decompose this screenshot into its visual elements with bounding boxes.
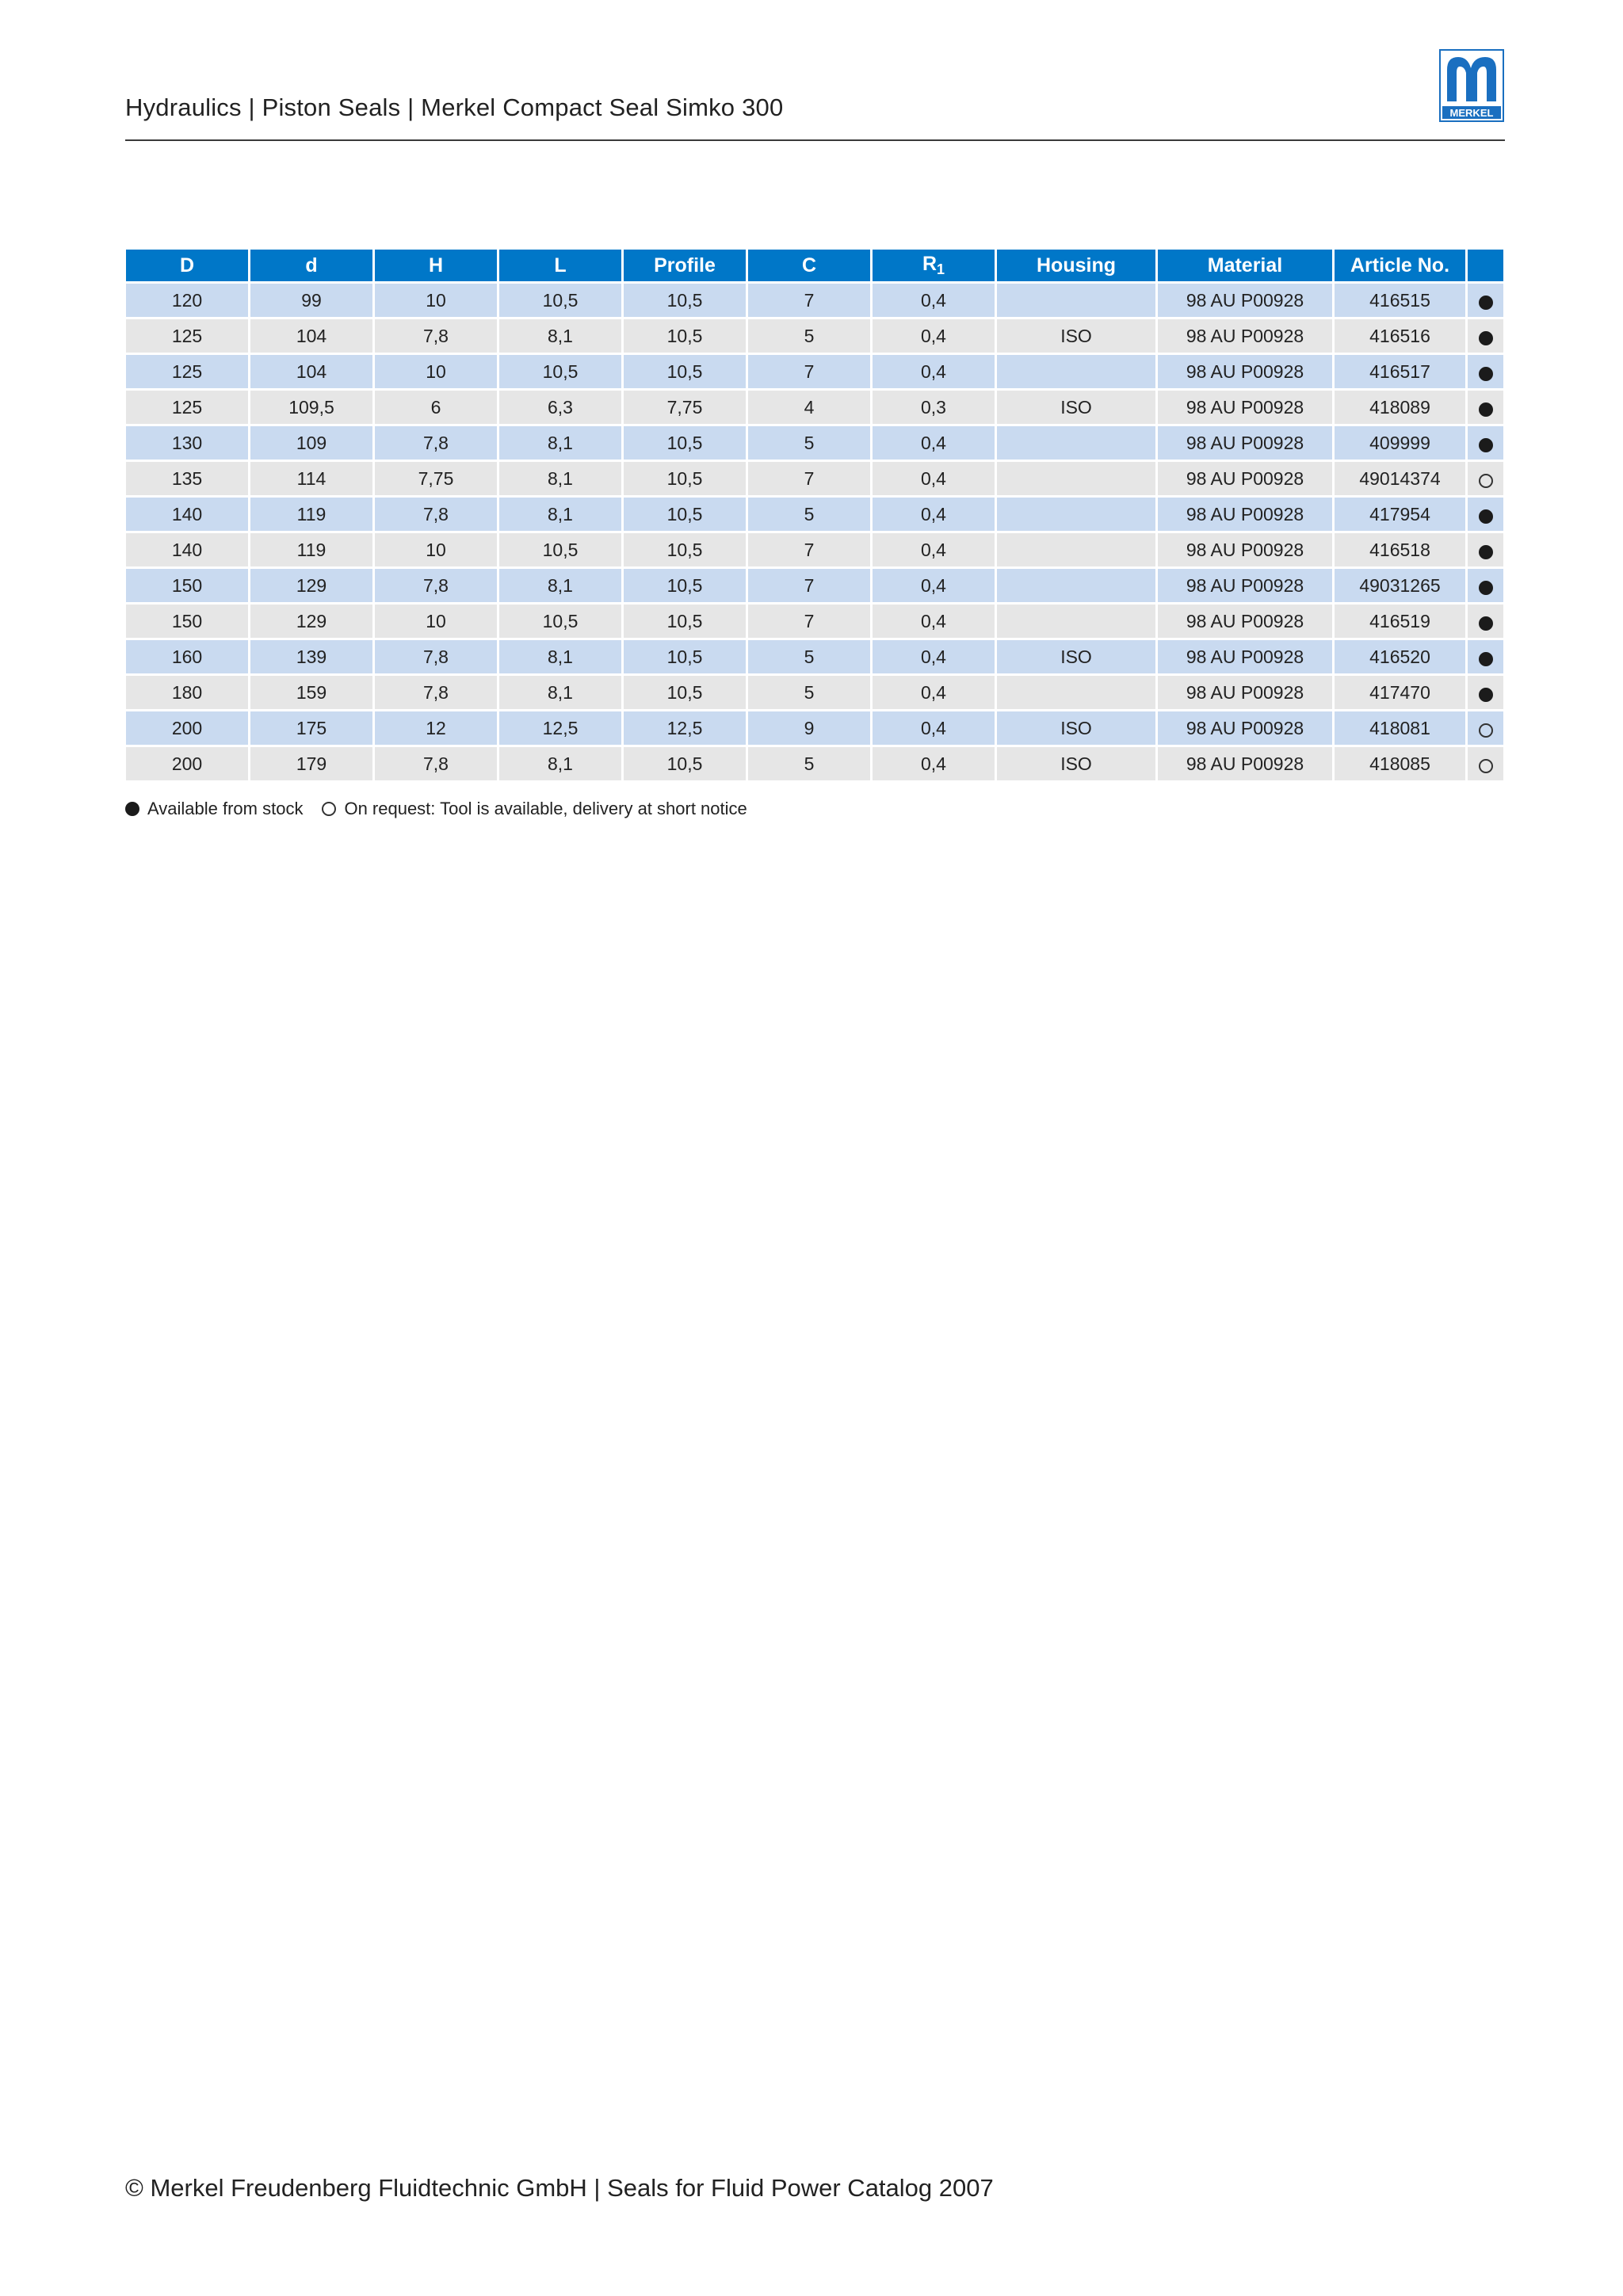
filled-circle-icon [1479, 509, 1493, 524]
table-row [126, 498, 1503, 531]
cell-L: 12,5 [499, 711, 621, 745]
cell-availability [1468, 711, 1503, 745]
cell-article-no: 409999 [1335, 426, 1465, 460]
col-header-C: C [748, 250, 870, 281]
cell-profile: 10,5 [624, 605, 746, 638]
cell-C: 5 [748, 747, 870, 780]
cell-D: 160 [126, 640, 248, 673]
cell-R1: 0,4 [873, 319, 995, 353]
cell-R1: 0,4 [873, 462, 995, 495]
filled-circle-icon [1479, 688, 1493, 702]
availability-legend [125, 799, 747, 819]
table-row [126, 391, 1503, 424]
legend-stock-label: Available from stock [147, 799, 304, 818]
cell-C: 5 [748, 319, 870, 353]
cell-C: 7 [748, 355, 870, 388]
col-header-article-no: Article No. [1335, 250, 1465, 281]
cell-material: 98 AU P00928 [1158, 676, 1332, 709]
cell-profile: 10,5 [624, 533, 746, 566]
cell-housing [997, 284, 1155, 317]
cell-d: 159 [250, 676, 372, 709]
cell-D: 180 [126, 676, 248, 709]
cell-housing [997, 676, 1155, 709]
cell-availability [1468, 462, 1503, 495]
cell-C: 9 [748, 711, 870, 745]
col-header-L: L [499, 250, 621, 281]
page-title: Hydraulics | Piston Seals | Merkel Compact Seal Simko 300 [125, 93, 784, 121]
table-row [126, 640, 1503, 673]
cell-L: 8,1 [499, 569, 621, 602]
cell-d: 129 [250, 605, 372, 638]
cell-profile: 10,5 [624, 355, 746, 388]
cell-D: 125 [126, 319, 248, 353]
cell-H: 6 [375, 391, 497, 424]
cell-D: 150 [126, 569, 248, 602]
cell-profile: 10,5 [624, 319, 746, 353]
empty-circle-icon [322, 802, 336, 816]
table-row [126, 284, 1503, 317]
cell-d: 104 [250, 319, 372, 353]
cell-R1: 0,4 [873, 711, 995, 745]
cell-L: 8,1 [499, 640, 621, 673]
cell-housing [997, 498, 1155, 531]
table-row [126, 569, 1503, 602]
table-row [126, 355, 1503, 388]
filled-circle-icon [125, 802, 139, 816]
cell-L: 6,3 [499, 391, 621, 424]
col-header-profile: Profile [624, 250, 746, 281]
cell-article-no: 49031265 [1335, 569, 1465, 602]
cell-D: 125 [126, 391, 248, 424]
cell-H: 12 [375, 711, 497, 745]
cell-material: 98 AU P00928 [1158, 711, 1332, 745]
cell-article-no: 418081 [1335, 711, 1465, 745]
cell-material: 98 AU P00928 [1158, 426, 1332, 460]
dimensions-table [124, 247, 1506, 783]
cell-D: 140 [126, 498, 248, 531]
cell-availability [1468, 605, 1503, 638]
cell-material: 98 AU P00928 [1158, 640, 1332, 673]
cell-H: 10 [375, 355, 497, 388]
cell-C: 7 [748, 605, 870, 638]
filled-circle-icon [1479, 367, 1493, 381]
cell-H: 7,8 [375, 747, 497, 780]
cell-material: 98 AU P00928 [1158, 355, 1332, 388]
cell-C: 5 [748, 676, 870, 709]
filled-circle-icon [1479, 331, 1493, 345]
cell-article-no: 49014374 [1335, 462, 1465, 495]
cell-material: 98 AU P00928 [1158, 498, 1332, 531]
cell-material: 98 AU P00928 [1158, 747, 1332, 780]
cell-availability [1468, 391, 1503, 424]
table-row [126, 533, 1503, 566]
cell-H: 10 [375, 605, 497, 638]
cell-C: 5 [748, 426, 870, 460]
filled-circle-icon [1479, 581, 1493, 595]
filled-circle-icon [1479, 296, 1493, 310]
cell-R1: 0,3 [873, 391, 995, 424]
cell-housing [997, 605, 1155, 638]
cell-R1: 0,4 [873, 747, 995, 780]
legend-request-label: On request: Tool is available, delivery at short notice [344, 799, 747, 818]
cell-L: 8,1 [499, 747, 621, 780]
filled-circle-icon [1479, 545, 1493, 559]
cell-D: 120 [126, 284, 248, 317]
table-row [126, 676, 1503, 709]
cell-housing: ISO [997, 319, 1155, 353]
filled-circle-icon [1479, 438, 1493, 452]
cell-housing: ISO [997, 711, 1155, 745]
cell-article-no: 416520 [1335, 640, 1465, 673]
cell-R1: 0,4 [873, 498, 995, 531]
cell-availability [1468, 569, 1503, 602]
cell-article-no: 416517 [1335, 355, 1465, 388]
cell-profile: 10,5 [624, 747, 746, 780]
table-body [126, 284, 1503, 780]
col-header-availability [1468, 250, 1503, 281]
table-row [126, 426, 1503, 460]
cell-housing [997, 533, 1155, 566]
cell-profile: 10,5 [624, 569, 746, 602]
cell-D: 135 [126, 462, 248, 495]
cell-d: 104 [250, 355, 372, 388]
cell-H: 7,8 [375, 569, 497, 602]
cell-L: 8,1 [499, 498, 621, 531]
table-row [126, 711, 1503, 745]
cell-availability [1468, 676, 1503, 709]
cell-profile: 7,75 [624, 391, 746, 424]
cell-housing: ISO [997, 747, 1155, 780]
cell-R1: 0,4 [873, 676, 995, 709]
cell-material: 98 AU P00928 [1158, 533, 1332, 566]
cell-L: 8,1 [499, 426, 621, 460]
table-header-row [126, 250, 1503, 281]
empty-circle-icon [1479, 474, 1493, 488]
filled-circle-icon [1479, 402, 1493, 417]
col-header-R1 [873, 250, 995, 281]
cell-article-no: 416516 [1335, 319, 1465, 353]
cell-R1: 0,4 [873, 533, 995, 566]
col-header-R1-letter: R [922, 253, 938, 275]
merkel-logo [1439, 49, 1504, 122]
cell-L: 8,1 [499, 462, 621, 495]
cell-R1: 0,4 [873, 605, 995, 638]
cell-L: 10,5 [499, 605, 621, 638]
cell-R1: 0,4 [873, 640, 995, 673]
cell-article-no: 417954 [1335, 498, 1465, 531]
col-header-material: Material [1158, 250, 1332, 281]
cell-d: 114 [250, 462, 372, 495]
cell-C: 7 [748, 569, 870, 602]
cell-d: 129 [250, 569, 372, 602]
cell-C: 5 [748, 640, 870, 673]
header-divider [125, 139, 1505, 141]
cell-profile: 10,5 [624, 498, 746, 531]
cell-D: 125 [126, 355, 248, 388]
cell-C: 5 [748, 498, 870, 531]
cell-profile: 12,5 [624, 711, 746, 745]
cell-C: 7 [748, 284, 870, 317]
cell-L: 10,5 [499, 355, 621, 388]
cell-profile: 10,5 [624, 462, 746, 495]
empty-circle-icon [1479, 759, 1493, 773]
cell-profile: 10,5 [624, 676, 746, 709]
cell-D: 200 [126, 711, 248, 745]
cell-H: 7,75 [375, 462, 497, 495]
cell-availability [1468, 284, 1503, 317]
filled-circle-icon [1479, 652, 1493, 666]
cell-L: 8,1 [499, 676, 621, 709]
cell-D: 150 [126, 605, 248, 638]
col-header-d: d [250, 250, 372, 281]
page-footer: © Merkel Freudenberg Fluidtechnic GmbH | Seals for Fluid Power Catalog 2007 [125, 2174, 994, 2202]
cell-availability [1468, 355, 1503, 388]
cell-d: 119 [250, 498, 372, 531]
cell-H: 7,8 [375, 640, 497, 673]
cell-availability [1468, 533, 1503, 566]
cell-material: 98 AU P00928 [1158, 391, 1332, 424]
cell-d: 109,5 [250, 391, 372, 424]
cell-housing [997, 462, 1155, 495]
table-row [126, 605, 1503, 638]
cell-article-no: 418085 [1335, 747, 1465, 780]
cell-material: 98 AU P00928 [1158, 569, 1332, 602]
cell-availability [1468, 747, 1503, 780]
cell-housing: ISO [997, 391, 1155, 424]
cell-profile: 10,5 [624, 284, 746, 317]
cell-L: 10,5 [499, 533, 621, 566]
cell-d: 175 [250, 711, 372, 745]
cell-R1: 0,4 [873, 355, 995, 388]
cell-article-no: 416519 [1335, 605, 1465, 638]
cell-H: 10 [375, 284, 497, 317]
cell-d: 109 [250, 426, 372, 460]
cell-C: 4 [748, 391, 870, 424]
cell-article-no: 416518 [1335, 533, 1465, 566]
cell-material: 98 AU P00928 [1158, 462, 1332, 495]
cell-C: 7 [748, 462, 870, 495]
cell-C: 7 [748, 533, 870, 566]
cell-material: 98 AU P00928 [1158, 284, 1332, 317]
cell-L: 10,5 [499, 284, 621, 317]
cell-article-no: 418089 [1335, 391, 1465, 424]
cell-H: 7,8 [375, 319, 497, 353]
cell-d: 139 [250, 640, 372, 673]
cell-article-no: 416515 [1335, 284, 1465, 317]
cell-profile: 10,5 [624, 640, 746, 673]
col-header-D: D [126, 250, 248, 281]
cell-H: 7,8 [375, 426, 497, 460]
cell-D: 130 [126, 426, 248, 460]
cell-profile: 10,5 [624, 426, 746, 460]
cell-H: 7,8 [375, 676, 497, 709]
cell-material: 98 AU P00928 [1158, 605, 1332, 638]
cell-D: 200 [126, 747, 248, 780]
cell-H: 10 [375, 533, 497, 566]
cell-availability [1468, 319, 1503, 353]
col-header-H: H [375, 250, 497, 281]
cell-L: 8,1 [499, 319, 621, 353]
cell-H: 7,8 [375, 498, 497, 531]
cell-R1: 0,4 [873, 284, 995, 317]
col-header-R1-subscript: 1 [937, 261, 945, 277]
cell-housing [997, 426, 1155, 460]
cell-R1: 0,4 [873, 569, 995, 602]
table-row [126, 462, 1503, 495]
table-row [126, 747, 1503, 780]
cell-D: 140 [126, 533, 248, 566]
cell-availability [1468, 640, 1503, 673]
cell-availability [1468, 426, 1503, 460]
cell-d: 119 [250, 533, 372, 566]
cell-R1: 0,4 [873, 426, 995, 460]
table-row [126, 319, 1503, 353]
cell-housing [997, 355, 1155, 388]
cell-d: 99 [250, 284, 372, 317]
cell-article-no: 417470 [1335, 676, 1465, 709]
logo-text: MERKEL [1449, 107, 1494, 119]
cell-housing [997, 569, 1155, 602]
cell-material: 98 AU P00928 [1158, 319, 1332, 353]
cell-d: 179 [250, 747, 372, 780]
cell-housing: ISO [997, 640, 1155, 673]
empty-circle-icon [1479, 723, 1493, 738]
cell-availability [1468, 498, 1503, 531]
col-header-housing: Housing [997, 250, 1155, 281]
filled-circle-icon [1479, 616, 1493, 631]
